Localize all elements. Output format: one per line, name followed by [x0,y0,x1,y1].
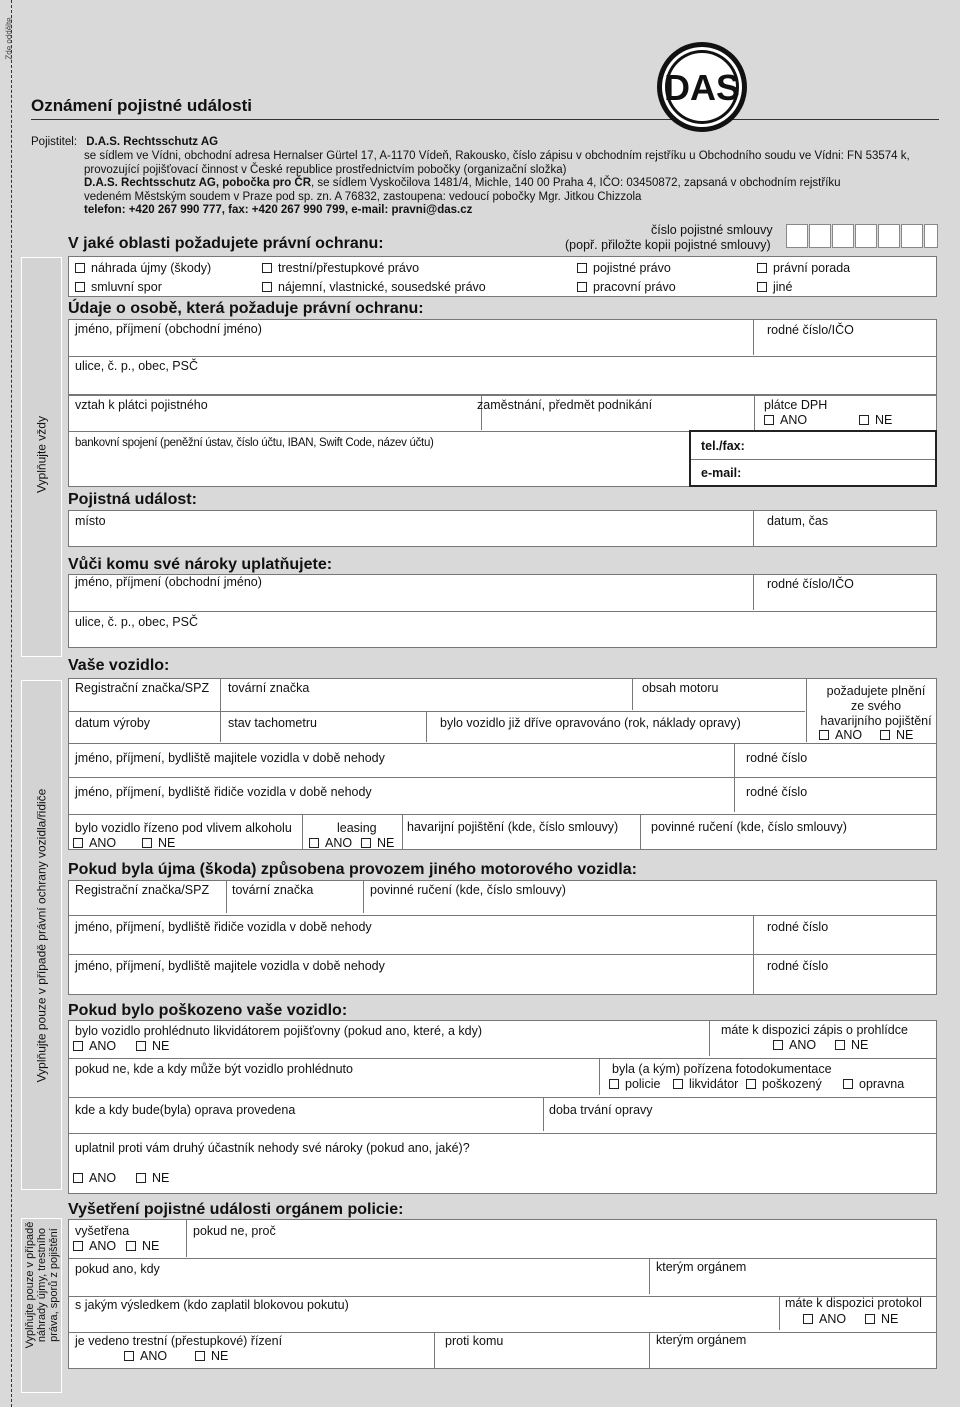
person-birth-field[interactable]: rodné číslo/IČO [767,323,854,337]
checkbox[interactable] [577,282,587,292]
vehicle-box [68,678,937,850]
event-date-field[interactable]: datum, čas [767,514,829,528]
no-label: NE [152,1039,170,1053]
counterclaim-no[interactable] [136,1171,169,1185]
option-label: policie [625,1077,661,1091]
checkbox[interactable] [361,838,371,848]
vehicle-repairs-field[interactable]: bylo vozidlo již dříve opravováno (rok, náklady opravy) [440,716,741,730]
checkbox[interactable] [757,282,767,292]
checkbox[interactable] [673,1079,683,1089]
policy-number-digit[interactable] [924,224,938,248]
vehicle-brand-field[interactable]: tovární značka [228,681,310,695]
alcohol-yes[interactable] [73,836,116,850]
side-label-damages-line3: práva, sporů z pojištění [48,1228,60,1342]
checkbox[interactable] [124,1351,134,1361]
checkbox[interactable] [75,282,85,292]
checkbox[interactable] [142,838,152,848]
side-label-damages-line2: náhrady újmy, trestního [36,1227,48,1343]
checkbox[interactable] [880,730,890,740]
policy-number-hint: (popř. přiložte kopii pojistné smlouvy) [565,238,771,252]
checkbox[interactable] [262,282,272,292]
branch-name: D.A.S. Rechtsschutz AG, pobočka pro ČR [84,177,312,189]
payer-relation-field[interactable]: vztah k plátci pojistného [75,398,208,412]
option-label: právní porada [773,261,851,275]
counterclaim-label: uplatnil proti vám druhý účastník nehody své nároky (pokud ano, jaké)? [75,1141,470,1155]
option-other[interactable] [757,280,792,294]
other-liability-field[interactable]: povinné ručení (kde, číslo smlouvy) [370,883,566,897]
casco-request [814,684,938,729]
no-label: NE [881,1312,899,1326]
no-label: NE [142,1239,160,1253]
section-person-heading: Údaje o osobě, která požaduje právní ochranu: [68,300,424,317]
checkbox[interactable] [865,1314,875,1324]
cut-here-label: Zde oddělte [4,17,14,60]
yes-label: ANO [89,1239,117,1253]
vat-no[interactable] [859,413,892,427]
opponent-address-field[interactable]: ulice, č. p., obec, PSČ [75,615,198,629]
checkbox[interactable] [819,730,829,740]
side-panel-always [21,257,62,657]
option-label: smluvní spor [91,280,162,294]
investigated-label: vyšetřena [75,1224,130,1238]
casco-request-line2: ze svého [850,699,902,713]
checkbox[interactable] [835,1040,845,1050]
person-box [68,319,937,395]
contact-box [689,430,937,487]
checkbox[interactable] [136,1041,146,1051]
section-other-vehicle-heading: Pokud byla újma (škoda) způsobena provozem jiného motorového vozidla: [68,861,637,878]
option-label: trestní/přestupkové právo [278,261,420,275]
vehicle-driver-field[interactable]: jméno, příjmení, bydliště řidiče vozidla v době nehody [75,785,372,799]
investigation-date-field[interactable]: pokud ano, kdy [75,1262,160,1276]
email-field[interactable]: e-mail: [701,466,742,480]
other-owner-birth-field[interactable]: rodné číslo [767,959,829,973]
option-label: pracovní právo [593,280,676,294]
tel-fax-field[interactable]: tel./fax: [701,439,745,453]
insurer-details [84,150,944,218]
side-label-vehicle: Vyplňujte pouze v případě právní ochrany vozidla/řidiče [34,788,49,1083]
casco-no[interactable] [880,728,913,742]
criminal-yes[interactable] [124,1349,167,1363]
vat-yes[interactable] [764,413,807,427]
option-contract[interactable] [75,280,162,294]
insurer-line4: vedeném Městským soudem v Praze pod sp. zn. A 76832, zastoupena: vedoucí pobočky Mgr. Jitkou Chizzola [84,190,642,203]
not-investigated-reason-field[interactable]: pokud ne, proč [193,1224,276,1238]
casco-insurance-field[interactable]: havarijní pojištění (kde, číslo smlouvy) [407,820,619,834]
checkbox[interactable] [803,1314,813,1324]
inspection-no[interactable] [136,1039,169,1053]
photo-injured[interactable] [746,1077,822,1091]
option-label: likvidátor [689,1077,739,1091]
option-insurance-law[interactable] [577,261,671,275]
opponent-birth-field[interactable]: rodné číslo/IČO [767,577,854,591]
occupation-field[interactable]: zaměstnání, předmět podnikání [477,398,653,412]
photo-documentation-label: byla (a kým) pořízena fotodokumentace [612,1062,832,1076]
form-title: Oznámení pojistné události [31,96,253,115]
option-damages[interactable] [75,261,211,275]
photo-police[interactable] [609,1077,660,1091]
yes-label: ANO [89,836,117,850]
casco-yes[interactable] [819,728,862,742]
das-logo [655,40,749,134]
vehicle-year-field[interactable]: datum výroby [75,716,151,730]
opponent-name-field[interactable]: jméno, příjmení (obchodní jméno) [75,575,262,589]
option-label: náhrada újmy (škody) [91,261,212,275]
section-police-heading: Vyšetření pojistné události orgánem policie: [68,1201,404,1218]
checkbox[interactable] [126,1241,136,1251]
investigation-result-field[interactable]: s jakým výsledkem (kdo zaplatil blokovou pokutu) [75,1298,349,1312]
branch-address: , se sídlem Vyskočilova 1481/4, Michle, 140 00 Praha 4, IČO: 03450872, zapsaná v obchodním rejstříku [311,177,841,189]
counterclaim-yes[interactable] [73,1171,116,1185]
checkbox[interactable] [309,838,319,848]
checkbox[interactable] [195,1351,205,1361]
yes-label: ANO [780,413,808,427]
side-label-damages-line1: Vyplňujte pouze v případě [24,1221,36,1349]
section-event-heading: Pojistná událost: [68,491,197,508]
investigating-body-field[interactable]: kterým orgánem [656,1260,747,1274]
investigated-yes[interactable] [73,1239,116,1253]
option-criminal[interactable] [262,261,419,275]
section-opponent-heading: Vůči komu své nároky uplatňujete: [68,556,333,573]
checkbox[interactable] [746,1079,756,1089]
damage-box [68,1020,937,1194]
policy-number-label: číslo pojistné smlouvy [651,223,773,237]
title-rule [31,119,939,120]
policy-number-digit[interactable] [809,224,831,248]
adjuster-inspection-field[interactable]: bylo vozidlo prohlédnuto likvidátorem pojišťovny (pokud ano, které, a kdy) [75,1024,482,1038]
policy-number-digit[interactable] [832,224,854,248]
insurer-contact: telefon: +420 267 990 777, fax: +420 267 990 799, e-mail: pravni@das.cz [84,204,473,216]
casco-request-line1: požadujete plnění [826,684,926,698]
checkbox[interactable] [577,263,587,273]
event-box [68,510,937,547]
yes-label: ANO [325,836,353,850]
option-label: nájemní, vlastnické, sousedské právo [278,280,486,294]
checkbox[interactable] [773,1040,783,1050]
vehicle-owner-field[interactable]: jméno, příjmení, bydliště majitele vozidla v době nehody [75,751,385,765]
vehicle-driver-birth-field[interactable]: rodné číslo [746,785,808,799]
vehicle-registration-field[interactable]: Registrační značka/SPZ [75,681,210,695]
other-driver-birth-field[interactable]: rodné číslo [767,920,829,934]
yes-label: ANO [140,1349,168,1363]
opponent-box [68,574,937,648]
option-label: jiné [773,280,793,294]
checkbox[interactable] [75,263,85,273]
criminal-proceedings-label: je vedeno trestní (přestupkové) řízení [75,1334,283,1348]
section-vehicle-heading: Vaše vozidlo: [68,657,170,674]
no-label: NE [875,413,893,427]
proceedings-body-field[interactable]: kterým orgánem [656,1333,747,1347]
insurer-block [31,136,218,150]
no-label: NE [851,1038,869,1052]
policy-number-digit[interactable] [901,224,923,248]
other-registration-field[interactable]: Registrační značka/SPZ [75,883,210,897]
alcohol-label: bylo vozidlo řízeno pod vlivem alkoholu [75,821,292,835]
photo-repair-shop[interactable] [843,1077,904,1091]
criminal-no[interactable] [195,1349,228,1363]
logo-text: DAS [663,67,741,108]
no-label: NE [158,836,176,850]
vat-payer-label: plátce DPH [764,398,828,412]
option-legal-advice[interactable] [757,261,850,275]
option-label: opravna [859,1077,905,1091]
vehicle-tachometer-field[interactable]: stav tachometru [228,716,317,730]
side-panel-vehicle [21,680,62,1190]
legal-area-options [68,256,937,297]
checkbox[interactable] [73,1173,83,1183]
leasing-label: leasing [337,821,377,835]
photo-adjuster[interactable] [673,1077,738,1091]
yes-label: ANO [789,1038,817,1052]
no-label: NE [377,836,395,850]
other-driver-field[interactable]: jméno, příjmení, bydliště řidiče vozidla v době nehody [75,920,372,934]
other-owner-field[interactable]: jméno, příjmení, bydliště majitele vozidla v době nehody [75,959,385,973]
checkbox[interactable] [136,1173,146,1183]
no-label: NE [896,728,914,742]
side-label-damages [24,1205,60,1365]
side-panel-damages [21,1218,62,1393]
leasing-yes[interactable] [309,836,352,850]
report-yes[interactable] [773,1038,816,1052]
protocol-label: máte k dispozici protokol [785,1296,922,1310]
casco-request-line3: havarijního pojištění [820,714,932,728]
bank-account-field[interactable]: bankovní spojení (peněžní ústav, číslo účtu, IBAN, Swift Code, název účtu) [75,437,434,449]
person-details-box [68,395,937,487]
checkbox[interactable] [73,838,83,848]
no-label: NE [211,1349,229,1363]
section-legal-area-heading: V jaké oblasti požadujete právní ochranu: [68,235,384,252]
report-no[interactable] [835,1038,868,1052]
yes-label: ANO [89,1171,117,1185]
repair-place-field[interactable]: kde a kdy bude(byla) oprava provedena [75,1103,296,1117]
vehicle-engine-field[interactable]: obsah motoru [642,681,719,695]
inspection-yes[interactable] [73,1039,116,1053]
section-damage-heading: Pokud bylo poškozeno vaše vozidlo: [68,1002,348,1019]
person-name-field[interactable]: jméno, příjmení (obchodní jméno) [75,322,262,336]
insurer-label: Pojistitel: [31,136,78,148]
policy-number-digit[interactable] [855,224,877,248]
proceedings-against-field[interactable]: proti komu [445,1334,504,1348]
leasing-no[interactable] [361,836,394,850]
checkbox[interactable] [262,263,272,273]
checkbox[interactable] [764,415,774,425]
insurer-line1: se sídlem ve Vídni, obchodní adresa Hernalser Gürtel 17, A-1170 Vídeň, Rakousko, číslo zápisu v obchodním rejstříku u Obchodního soudu ve Vídni: FN 53574 k, [84,150,910,162]
policy-number-digit[interactable] [878,224,900,248]
checkbox[interactable] [757,263,767,273]
checkbox[interactable] [73,1041,83,1051]
yes-label: ANO [835,728,863,742]
no-label: NE [152,1171,170,1185]
option-label: poškozený [762,1077,822,1091]
police-box [68,1219,937,1369]
insurer-line2: provozující pojišťovací činnost v České republice prostřednictvím pobočky (organizační složka) [84,163,567,176]
yes-label: ANO [89,1039,117,1053]
option-labour[interactable] [577,280,676,294]
inspection-report-label: máte k dispozici zápis o prohlídce [721,1023,908,1037]
insurer-name: D.A.S. Rechtsschutz AG [86,136,219,148]
person-address-field[interactable]: ulice, č. p., obec, PSČ [75,359,198,373]
checkbox[interactable] [859,415,869,425]
vehicle-owner-birth-field[interactable]: rodné číslo [746,751,808,765]
checkbox[interactable] [609,1079,619,1089]
yes-label: ANO [819,1312,847,1326]
option-label: pojistné právo [593,261,671,275]
checkbox[interactable] [843,1079,853,1089]
option-property[interactable] [262,280,486,294]
policy-number-digit[interactable] [786,224,808,248]
liability-insurance-field[interactable]: povinné ručení (kde, číslo smlouvy) [651,820,847,834]
side-label-always: Vyplňujte vždy [34,416,49,493]
alcohol-no[interactable] [142,836,175,850]
other-vehicle-box [68,880,937,995]
event-place-field[interactable]: místo [75,514,106,528]
other-brand-field[interactable]: tovární značka [232,883,314,897]
checkbox[interactable] [73,1241,83,1251]
protocol-no[interactable] [865,1312,898,1326]
protocol-yes[interactable] [803,1312,846,1326]
cut-line [11,0,12,1407]
inspection-place-field[interactable]: pokud ne, kde a kdy může být vozidlo prohlédnuto [75,1062,353,1076]
investigated-no[interactable] [126,1239,159,1253]
repair-duration-field[interactable]: doba trvání opravy [549,1103,653,1117]
